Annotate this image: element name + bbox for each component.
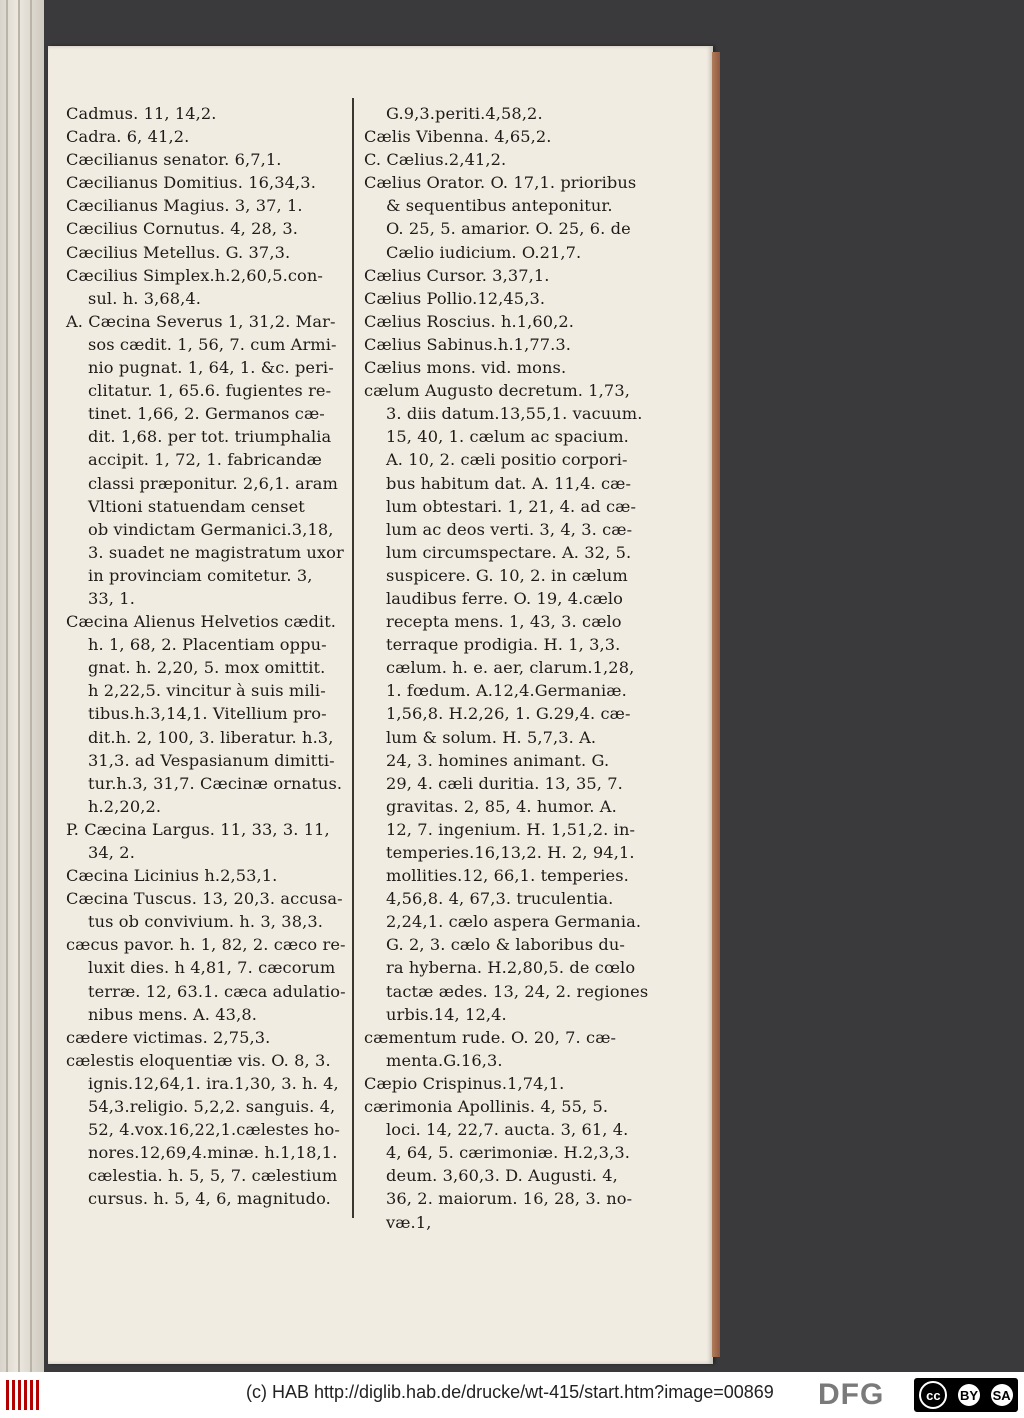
index-line: cælestis eloquentiæ vis. O. 8, 3. xyxy=(66,1050,331,1070)
index-line: dit.h. 2, 100, 3. liberatur. h.3, xyxy=(88,727,334,747)
index-line: ignis.12,64,1. ira.1,30, 3. h. 4, xyxy=(88,1073,339,1093)
index-line: sul. h. 3,68,4. xyxy=(88,288,202,308)
by-icon: BY xyxy=(958,1384,980,1406)
index-line: 4, 64, 5. cærimoniæ. H.2,3,3. xyxy=(386,1143,630,1163)
book-page xyxy=(48,46,713,1364)
index-line: 3. diis datum.13,55,1. vacuum. xyxy=(386,404,643,424)
index-line: A. Cæcina Severus 1, 31,2. Mar- xyxy=(66,311,336,331)
index-line: Cælius Roscius. h.1,60,2. xyxy=(364,311,575,331)
index-line: terræ. 12, 63.1. cæca adulatio- xyxy=(88,981,346,1001)
hab-logo-icon xyxy=(6,1380,40,1410)
index-line: 54,3.religio. 5,2,2. sanguis. 4, xyxy=(88,1097,336,1117)
index-line: luxit dies. h 4,81, 7. cæcorum xyxy=(88,958,336,978)
index-line: nio pugnat. 1, 64, 1. &c. peri- xyxy=(88,358,334,378)
index-line: Cælius mons. vid. mons. xyxy=(364,358,567,378)
index-line: cæcus pavor. h. 1, 82, 2. cæco re- xyxy=(66,935,346,955)
index-line: ra hyberna. H.2,80,5. de cœlo xyxy=(386,958,636,978)
index-line: Cadra. 6, 41,2. xyxy=(66,127,190,147)
index-line: h. 1, 68, 2. Placentiam oppu- xyxy=(88,635,327,655)
index-line: cælum Augusto decretum. 1,73, xyxy=(364,381,630,401)
index-line: lum obtestari. 1, 21, 4. ad cæ- xyxy=(386,496,637,516)
index-line: Cæcina Licinius h.2,53,1. xyxy=(66,866,278,886)
index-line: gravitas. 2, 85, 4. humor. A. xyxy=(386,796,617,816)
index-line: terraque prodigia. H. 1, 3,3. xyxy=(386,635,621,655)
index-line: cælum. h. e. aer, clarum.1,28, xyxy=(386,658,635,678)
index-line: ob vindictam Germanici.3,18, xyxy=(88,519,334,539)
index-line: tinet. 1,66, 2. Germanos cæ- xyxy=(88,404,325,424)
index-line: 12, 7. ingenium. H. 1,51,2. in- xyxy=(386,819,636,839)
index-line: 1,56,8. H.2,26, 1. G.29,4. cæ- xyxy=(386,704,631,724)
index-line: lum ac deos verti. 3, 4, 3. cæ- xyxy=(386,519,633,539)
left-column xyxy=(66,102,366,1211)
index-line: accipit. 1, 72, 1. fabricandæ xyxy=(88,450,322,470)
index-line: Cælius Pollio.12,45,3. xyxy=(364,288,546,308)
index-line: 52, 4.vox.16,22,1.cælestes ho- xyxy=(88,1120,340,1140)
index-line: laudibus ferre. O. 19, 4.cælo xyxy=(386,588,624,608)
index-line: væ.1, xyxy=(386,1212,432,1232)
index-line: clitatur. 1, 65.6. fugientes re- xyxy=(88,381,332,401)
index-line: 36, 2. maiorum. 16, 28, 3. no- xyxy=(386,1189,633,1209)
footer-bar xyxy=(0,1372,1024,1418)
sa-icon: SA xyxy=(991,1384,1013,1406)
index-line: Cæcilius Simplex.h.2,60,5.con- xyxy=(66,265,323,285)
index-line: dit. 1,68. per tot. triumphalia xyxy=(88,427,332,447)
index-line: Cælius Orator. O. 17,1. prioribus xyxy=(364,173,637,193)
index-line: loci. 14, 22,7. aucta. 3, 61, 4. xyxy=(386,1120,629,1140)
index-line: cædere victimas. 2,75,3. xyxy=(66,1027,271,1047)
right-column xyxy=(364,102,669,1234)
cc-license-badge[interactable] xyxy=(914,1378,1018,1412)
index-line: 34, 2. xyxy=(88,843,135,862)
index-line: tibus.h.3,14,1. Vitellium pro- xyxy=(88,704,327,724)
index-line: temperies.16,13,2. H. 2, 94,1. xyxy=(386,843,635,862)
index-line: Cælius Cursor. 3,37,1. xyxy=(364,265,550,285)
index-line: mollities.12, 66,1. temperies. xyxy=(386,866,629,886)
index-line: sos cædit. 1, 56, 7. cum Armi- xyxy=(88,334,337,354)
index-line: 4,56,8. 4, 67,3. truculentia. xyxy=(386,889,614,909)
index-line: Cæcilius Metellus. G. 37,3. xyxy=(66,242,291,262)
book-left-edge xyxy=(0,0,44,1372)
index-line: Cæcina Tuscus. 13, 20,3. accusa- xyxy=(66,889,343,909)
index-line: deum. 3,60,3. D. Augusti. 4, xyxy=(386,1166,618,1186)
index-line: menta.G.16,3. xyxy=(386,1050,503,1070)
index-line: Vltioni statuendam censet xyxy=(88,496,305,516)
index-line: Cadmus. 11, 14,2. xyxy=(66,104,217,123)
index-line: Cæcilius Cornutus. 4, 28, 3. xyxy=(66,219,299,239)
index-line: Cæcina Alienus Helvetios cædit. xyxy=(66,612,337,632)
index-line: 31,3. ad Vespasianum dimitti- xyxy=(88,750,335,770)
index-line: Cæpio Crispinus.1,74,1. xyxy=(364,1073,565,1093)
index-line: Cæcilianus senator. 6,7,1. xyxy=(66,150,282,170)
index-line: & sequentibus anteponitur. xyxy=(386,196,613,216)
index-line: 33, 1. xyxy=(88,588,135,608)
index-line: h.2,20,2. xyxy=(88,796,162,816)
index-line: lum circumspectare. A. 32, 5. xyxy=(386,542,632,562)
index-line: 24, 3. homines animant. G. xyxy=(386,750,610,770)
index-line: C. Cælius.2,41,2. xyxy=(364,150,507,170)
index-line: Cæcilianus Domitius. 16,34,3. xyxy=(66,173,316,193)
cc-icon: cc xyxy=(919,1381,947,1409)
index-line: 3. suadet ne magistratum uxor xyxy=(88,542,344,562)
index-line: G.9,3.periti.4,58,2. xyxy=(386,104,543,123)
index-line: P. Cæcina Largus. 11, 33, 3. 11, xyxy=(66,819,330,839)
index-line: cærimonia Apollinis. 4, 55, 5. xyxy=(364,1097,609,1117)
index-line: Cælis Vibenna. 4,65,2. xyxy=(364,127,552,147)
index-line: A. 10, 2. cæli positio corpori- xyxy=(386,450,628,470)
index-line: recepta mens. 1, 43, 3. cælo xyxy=(386,612,622,632)
index-line: cursus. h. 5, 4, 6, magnitudo. xyxy=(88,1189,331,1209)
index-line: nores.12,69,4.minæ. h.1,18,1. xyxy=(88,1143,338,1163)
index-line: gnat. h. 2,20, 5. mox omittit. xyxy=(88,658,326,678)
index-line: Cælio iudicium. O.21,7. xyxy=(386,242,582,262)
index-line: G. 2, 3. cælo & laboribus du- xyxy=(386,935,625,955)
index-line: Cælius Sabinus.h.1,77.3. xyxy=(364,334,572,354)
index-line: tus ob convivium. h. 3, 38,3. xyxy=(88,912,323,932)
index-line: in provinciam comitetur. 3, xyxy=(88,565,313,585)
index-line: lum & solum. H. 5,7,3. A. xyxy=(386,727,597,747)
index-line: cælestia. h. 5, 5, 7. cælestium xyxy=(88,1166,338,1186)
index-line: Cæcilianus Magius. 3, 37, 1. xyxy=(66,196,303,216)
index-line: 1. fœdum. A.12,4.Germaniæ. xyxy=(386,681,627,701)
index-line: h 2,22,5. vincitur à suis mili- xyxy=(88,681,326,701)
dfg-logo: DFG xyxy=(818,1378,885,1411)
index-line: suspicere. G. 10, 2. in cælum xyxy=(386,565,628,585)
index-line: nibus mens. A. 43,8. xyxy=(88,1004,257,1024)
index-line: 2,24,1. cælo aspera Germania. xyxy=(386,912,642,932)
index-line: O. 25, 5. amarior. O. 25, 6. de xyxy=(386,219,631,239)
index-line: tur.h.3, 31,7. Cæcinæ ornatus. xyxy=(88,773,343,793)
index-line: classi præponitur. 2,6,1. aram xyxy=(88,473,338,493)
index-line: cæmentum rude. O. 20, 7. cæ- xyxy=(364,1027,617,1047)
index-line: tactæ ædes. 13, 24, 2. regiones xyxy=(386,981,649,1001)
index-line: 29, 4. cæli duritia. 13, 35, 7. xyxy=(386,773,623,793)
copyright-link[interactable]: (c) HAB http://diglib.hab.de/drucke/wt-415/start.htm?image=00869 xyxy=(246,1382,774,1402)
page-edge xyxy=(712,52,720,1357)
index-line: bus habitum dat. A. 11,4. cæ- xyxy=(386,473,632,493)
index-line: 15, 40, 1. cælum ac spacium. xyxy=(386,427,629,447)
index-line: urbis.14, 12,4. xyxy=(386,1004,507,1024)
